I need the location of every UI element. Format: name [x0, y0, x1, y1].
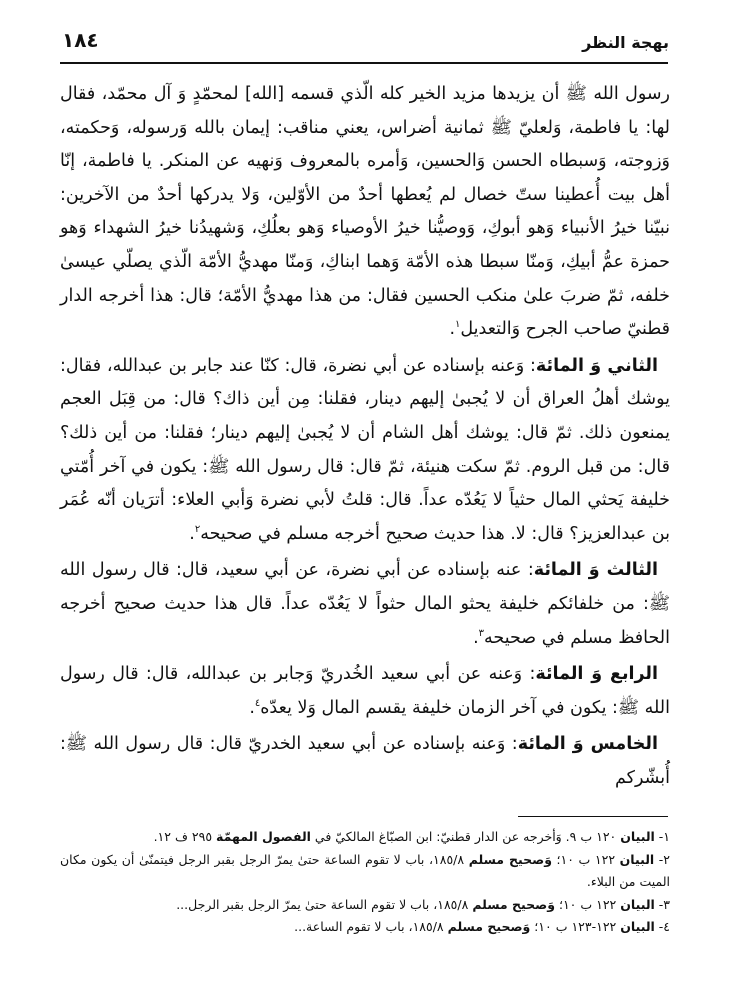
- footnote-text: ١٢٢ ب ١٠؛: [551, 851, 620, 867]
- source-title: وَصحيح مسلم: [447, 919, 531, 935]
- main-text: [60, 78, 670, 798]
- footnote-text: ١٢٠ ب ٩. وَأخرجه عن الدار قطنيّ: ابن الصبّاغ المالكيّ في: [310, 829, 621, 844]
- hadith-heading: الرابع وَ المائة: [535, 664, 658, 685]
- source-title: البيان: [620, 829, 655, 844]
- footnote-number: ٣-: [654, 896, 670, 912]
- footnote-number: ٢-: [654, 851, 670, 867]
- footnote-text: ١٨٥/٨، باب لا تقوم الساعة حتىٰ يمرّ الرجل بقبر الرجل فيتمنّىٰ أن يكون مكان الميت من البلاء.: [60, 851, 670, 890]
- footnote-2: [60, 849, 670, 894]
- footnote-text: ١٨٥/٨، باب لا تقوم الساعة حتىٰ يمرّ الرجل بقبر الرجل...: [176, 896, 473, 912]
- hadith-102: الثاني وَ المائة: وَعنه بإسناده عن أبي نضرة، قال: كنّا عند جابر بن عبدالله، فقال: يوشك أهلُ العراق أن لا يُجبىٰ إليهم دينار، فقلنا: مِن أين ذاك؟ قال: من قِبَل العجم يمنعون ذلك. ثمّ قال: يوشك أهل الشام أن لا يُجبىٰ إليهم دينار؛ فقلنا: من أين ذلك؟ قال: من قبل الروم. ثمّ سكت هنيئة، ثمّ قال: قال رسول الله ﷺ: يكون في آخر أُمّتي خليفة يَحثي المال حثياً لا يَعُدّه عداً. قال: قلتُ لأبي نضرة وَأبي العلاء: أترَيان أنّه عُمَر بن عبدالعزيز؟ قال: لا. هذا حديث صحيح أخرجه مسلم في صحيحه$^٢$.: [60, 355, 670, 544]
- footnote-text: ٢٩٥ ف ١٢.: [153, 829, 217, 844]
- footnote-ref: ١: [455, 319, 461, 331]
- hadith-heading: الخامس وَ المائة: [517, 734, 658, 755]
- hadith-105: [60, 728, 670, 795]
- source-title: البيان: [620, 919, 655, 935]
- paragraph-text: : وَعنه بإسناده عن أبي سعيد الخدريّ قال: قال رسول الله ﷺ: أُبشّركم: [60, 734, 670, 788]
- source-title: وَصحيح مسلم: [472, 896, 555, 912]
- footnote-1: [60, 826, 670, 849]
- paragraph-text: : عنه بإسناده عن أبي نضرة، عن أبي سعيد، قال: قال رسول الله ﷺ: من خلفائكم خليفة يحثو المال حثواً لا يَعُدّه عداً. قال هذا حديث صحيح أخرجه الحافظ مسلم في صحيحه: [60, 560, 670, 648]
- footnote-ref: ٣: [478, 627, 485, 639]
- footnote-3: [60, 894, 670, 917]
- footnote-text: ١٢٢ ب ١٠؛: [555, 896, 621, 912]
- source-title: البيان: [619, 851, 655, 867]
- footnote-number: ٤-: [654, 919, 670, 935]
- footnotes: [60, 826, 670, 939]
- hadith-104: الرابع وَ المائة: وَعنه عن أبي سعيد الخُدريّ وَجابر بن عبدالله، قال: قال رسول الله ﷺ: يكون في آخر الزمان خليفة يقسم المال وَلا يعدّه$^٤$.: [60, 664, 670, 718]
- header-rule: [60, 62, 668, 64]
- footnote-number: ١-: [654, 829, 670, 844]
- hadith-heading: الثاني وَ المائة: [535, 355, 658, 376]
- footnote-text: ١٢٢-١٢٣ ب ١٠؛: [530, 919, 621, 935]
- footnote-text: ١٨٥/٨، باب لا تقوم الساعة...: [294, 919, 448, 935]
- paragraph-text: رسول الله ﷺ أن يزيدها مزيد الخير كله الّذي قسمه [الله] لمحمّدٍ وَ آل محمّد، فقال لها: يا فاطمة، وَلعليّ ﷺ ثمانية أضراس، يعني مناقب: إيمان بالله وَرسوله، وَحكمته، وَزوجته، وَسبطاه الحسن وَالحسين، وَأمره بالمعروف وَنهيه عن المنكر. يا فاطمة، إنّا أهل بيت أُعطينا ستّ خصال لم يُعطها أحدٌ من الأوّلين، وَلا يدركها أحدٌ من الآخرين: نبيّنا خيرُ الأنبياء وَهو أبوكِ، وَوصيُّنا خيرُ الأوصياء وَهو بعلُكِ، وَشهيدُنا خيرُ الشهداء وَهو حمزة عمُّ أبيكِ، وَمنّا سبطا هذه الأمّة وَهما ابناكِ، وَمنّا مهديُّ الأمّة الّذي يصلّي عيسىٰ خلفه، ثمّ ضربَ علىٰ منكب الحسين فقال: من هذا مهديُّ الأمّة؛ قال: هذا أخرجه الدار قطنيّ صاحب الجرح وَالتعديل: [60, 84, 670, 340]
- page-number: ١٨٤: [62, 28, 99, 52]
- source-title: الفصول المهمّة: [216, 829, 311, 844]
- footnote-4: [60, 916, 670, 939]
- footnote-ref: ٢: [194, 523, 201, 535]
- running-title: بهجة النظر: [582, 33, 669, 52]
- footnote-rule: [518, 816, 668, 817]
- source-title: البيان: [620, 896, 655, 912]
- footnote-ref: ٤: [254, 697, 261, 709]
- hadith-103: الثالث وَ المائة: عنه بإسناده عن أبي نضرة، عن أبي سعيد، قال: قال رسول الله ﷺ: من خلفائكم خليفة يحثو المال حثواً لا يَعُدّه عداً. قال هذا حديث صحيح أخرجه الحافظ مسلم في صحيحه$^٣$.: [60, 560, 670, 648]
- paragraph-text: : وَعنه عن أبي سعيد الخُدريّ وَجابر بن عبدالله، قال: قال رسول الله ﷺ: يكون في آخر الزمان خليفة يقسم المال وَلا يعدّه: [60, 664, 670, 718]
- source-title: وَصحيح مسلم: [468, 851, 552, 867]
- paragraph-continuation: رسول الله ﷺ أن يزيدها مزيد الخير كله الّذي قسمه [الله] لمحمّدٍ وَ آل محمّد، فقال لها: يا فاطمة، وَلعليّ ﷺ ثمانية أضراس، يعني مناقب: إيمان بالله وَرسوله، وَحكمته، وَزوجته، وَسبطاه الحسن وَالحسين، وَأمره بالمعروف وَنهيه عن المنكر. يا فاطمة، إنّا أهل بيت أُعطينا ستّ خصال لم يُعطها أحدٌ من الأوّلين، وَلا يدركها أحدٌ من الآخرين: نبيّنا خيرُ الأنبياء وَهو أبوكِ، وَوصيُّنا خيرُ الأوصياء وَهو بعلُكِ، وَشهيدُنا خيرُ الشهداء وَهو حمزة عمُّ أبيكِ، وَمنّا سبطا هذه الأمّة وَهما ابناكِ، وَمنّا مهديُّ الأمّة الّذي يصلّي عيسىٰ خلفه، ثمّ ضربَ علىٰ منكب الحسين فقال: من هذا مهديُّ الأمّة؛ قال: هذا أخرجه الدار قطنيّ صاحب الجرح وَالتعديل$^١$.: [60, 84, 670, 340]
- paragraph-text: : وَعنه بإسناده عن أبي نضرة، قال: كنّا عند جابر بن عبدالله، فقال: يوشك أهلُ العراق أن لا يُجبىٰ إليهم دينار، فقلنا: مِن أين ذاك؟ قال: من قِبَل العجم يمنعون ذلك. ثمّ قال: يوشك أهل الشام أن لا يُجبىٰ إليهم دينار؛ فقلنا: من أين ذلك؟ قال: من قبل الروم. ثمّ سكت هنيئة، ثمّ قال: قال رسول الله ﷺ: يكون في آخر أُمّتي خليفة يَحثي المال حثياً لا يَعُدّه عداً. قال: قلتُ لأبي نضرة وَأبي العلاء: أترَيان أنّه عُمَر بن عبدالعزيز؟ قال: لا. هذا حديث صحيح أخرجه مسلم في صحيحه: [60, 355, 670, 544]
- hadith-heading: الثالث وَ المائة: [533, 560, 658, 581]
